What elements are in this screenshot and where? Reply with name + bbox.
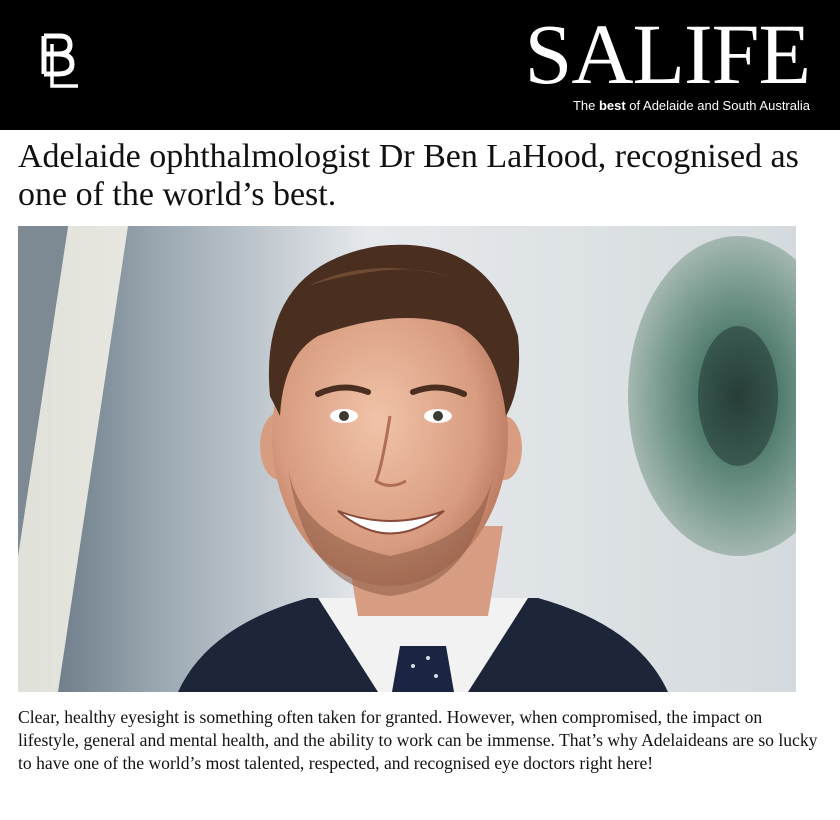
article-paragraph: Clear, healthy eyesight is something often taken for granted. However, when compromised, the impact on lifestyle, general and mental health, and the ability to work can be immense. That’s why Adelaideans are so lucky to have one of the world’s most talented, respected, and recognised eye doctors right here! [18,707,818,773]
tagline-bold: best [598,98,626,113]
portrait-photo [18,226,796,692]
masthead [510,6,810,114]
tagline-suffix: of Adelaide and South Australia [625,98,810,113]
masthead-banner [0,0,840,130]
article-photo [18,226,796,692]
tagline-prefix: The [572,98,599,113]
masthead-title[interactable]: SALIFE [524,6,810,102]
bl-monogram-icon[interactable] [36,30,88,92]
article-headline: Adelaide ophthalmologist Dr Ben LaHood, recognised as one of the world’s best. [18,138,799,213]
